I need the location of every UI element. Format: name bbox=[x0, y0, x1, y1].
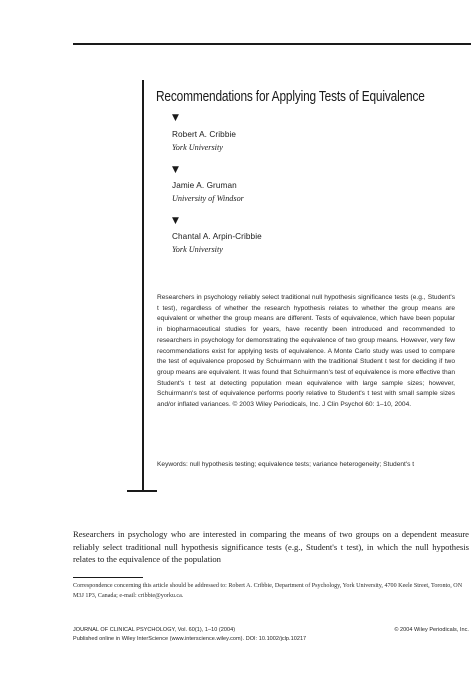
author-name: Chantal A. Arpin-Cribbie bbox=[172, 232, 262, 241]
keywords: Keywords: null hypothesis testing; equivalence tests; variance heterogeneity; Student's t bbox=[157, 461, 415, 468]
triangle-marker-icon: ▼ bbox=[172, 216, 179, 226]
abstract: Researchers in psychology reliably select traditional null hypothesis significance tests (e.g., Student's t test), regardless of whether the research hypothesis relates to whether the group means are equivalent or whether the group means are different. Tests of equivalence, which have been popular in biopharmaceutical studies for years, have recently been introduced and recommended to researchers in psychology for demonstrating the equivalence of two group means. However, very few recommendations exist for applying tests of equivalence. A Monte Carlo study was used to compare the test of equivalence proposed by Schuirmann with the traditional Student t test for deciding if two group means are equivalent. It was found that Schuirmann's test of equivalence is more effective than Student's t test at detecting population mean equivalence with large sample sizes; however, Schuirmann's test of equivalence performs poorly relative to Student's t test with small sample sizes and/or inflated variances. © 2003 Wiley Periodicals, Inc. J Clin Psychol 60: 1–10, 2004. bbox=[157, 294, 455, 409]
margin-rule-foot bbox=[127, 490, 157, 492]
author-name: Jamie A. Gruman bbox=[172, 181, 237, 190]
journal-info bbox=[73, 626, 469, 644]
margin-rule bbox=[142, 80, 144, 490]
article-title: Recommendations for Applying Tests of Equivalence bbox=[156, 89, 425, 105]
footnote-rule bbox=[73, 577, 143, 578]
triangle-marker-icon: ▼ bbox=[172, 165, 179, 175]
top-rule bbox=[73, 43, 471, 45]
doi-line: Published online in Wiley InterScience (www.interscience.wiley.com). DOI: 10.1002/jclp.10217 bbox=[73, 636, 307, 642]
author-name: Robert A. Cribbie bbox=[172, 130, 237, 139]
journal-citation: JOURNAL OF CLINICAL PSYCHOLOGY, Vol. 60(1), 1–10 (2004) bbox=[73, 627, 236, 633]
author-affiliation: University of Windsor bbox=[172, 194, 244, 203]
author-affiliation: York University bbox=[172, 245, 223, 254]
correspondence-footnote: Correspondence concerning this article should be addressed to: Robert A. Cribbie, Department of Psychology, York University, 4700 Keele Street, Toronto, ON M3J 1P3, Canada; e-mail: cribbie@yorku.ca. bbox=[73, 583, 463, 599]
body-paragraph: Researchers in psychology who are interested in comparing the means of two groups on a dependent measure reliably select traditional null hypothesis significance tests (e.g., Student's t test), in which the null hypothesis relates to the equivalence of the population bbox=[73, 529, 469, 565]
author-affiliation: York University bbox=[172, 143, 223, 152]
copyright: © 2004 Wiley Periodicals, Inc. bbox=[394, 627, 469, 633]
triangle-marker-icon: ▼ bbox=[172, 113, 179, 123]
